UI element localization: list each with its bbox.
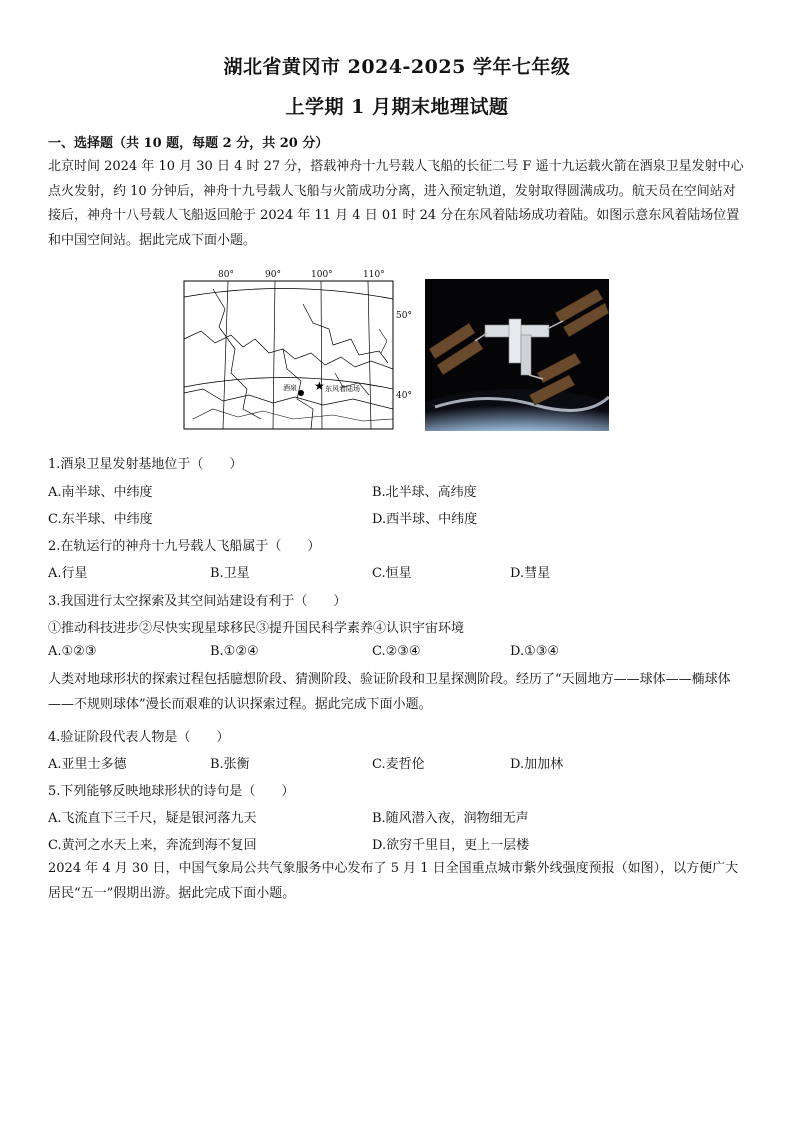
place-label-jiuquan: 酒泉: [283, 384, 297, 392]
option-2b: B.卫星: [210, 566, 250, 581]
map-lon-label: 100°: [311, 270, 333, 280]
passage-shenzhou: 北京时间 2024 年 10 月 30 日 4 时 27 分，搭载神舟十九号载人飞船的长征二号 F 遥十九运载火箭在酒泉卫星发射中心点火发射，约 10 分钟后，神舟十九号载人飞船与火箭成功分离，进入预定轨道，发射取得圆满成功。航天员在空间站对接后，神舟十八号载人飞船返回舱于 2024 年 11 月 4 日 01 时 24 分在东风着陆场成功着陆。如图示意东风着陆场位置和中国空间站。据此完成下面小题。: [48, 159, 744, 248]
question-3-statements: ①推动科技进步②尽快实现星球移民③提升国民科学素养④认识宇宙环境: [48, 621, 465, 636]
option-1a: A.南半球、中纬度: [48, 485, 153, 500]
question-4-stem: 4.验证阶段代表人物是（ ）: [48, 730, 230, 745]
exam-title-line2: 上学期 1 月期末地理试题: [285, 96, 509, 118]
passage-uv-forecast: 2024 年 4 月 30 日，中国气象局公共气象服务中心发布了 5 月 1 日全国重点城市紫外线强度预报（如图），以方便广大居民“五一”假期出游。据此完成下面小题。: [48, 861, 739, 901]
question-1-stem: 1.酒泉卫星发射基地位于（ ）: [48, 457, 243, 472]
option-5a: A.飞流直下三千尺，疑是银河落九天: [48, 811, 257, 826]
option-2c: C.恒星: [372, 566, 412, 581]
option-2d: D.彗星: [510, 566, 551, 581]
map-lon-label: 90°: [265, 270, 281, 280]
option-4c: C.麦哲伦: [372, 757, 425, 772]
option-3a: A.①②③: [48, 644, 97, 659]
exam-title-line1: 湖北省黄冈市 2024-2025 学年七年级: [223, 56, 571, 78]
option-5d: D.欲穷千里目，更上一层楼: [372, 838, 530, 853]
question-5-stem: 5.下列能够反映地球形状的诗句是（ ）: [48, 784, 295, 799]
map-lon-label: 110°: [363, 270, 385, 280]
place-label-dongfeng: 东风着陆场: [325, 385, 360, 393]
map-lon-label: 80°: [218, 270, 234, 280]
map-lat-label: 50°: [396, 311, 412, 321]
map-lat-label: 40°: [396, 391, 412, 401]
option-1b: B.北半球、高纬度: [372, 485, 477, 500]
option-3b: B.①②④: [210, 644, 259, 659]
star-icon: ★: [314, 379, 325, 393]
jiuquan-marker: [298, 390, 304, 396]
option-5c: C.黄河之水天上来，奔流到海不复回: [48, 838, 257, 853]
question-2-stem: 2.在轨运行的神舟十九号载人飞船属于（ ）: [48, 539, 321, 554]
option-4a: A.亚里士多德: [48, 757, 127, 772]
option-2a: A.行星: [48, 566, 88, 581]
question-3-stem: 3.我国进行太空探索及其空间站建设有利于（ ）: [48, 594, 347, 609]
option-1c: C.东半球、中纬度: [48, 512, 153, 527]
passage-earth-shape: 人类对地球形状的探索过程包括臆想阶段、猜测阶段、验证阶段和卫星探测阶段。经历了“天圆地方——球体——椭球体——不规则球体”漫长而艰难的认识探索过程。据此完成下面小题。: [48, 672, 731, 712]
landing-site-map: [183, 269, 398, 433]
option-3c: C.②③④: [372, 644, 421, 659]
space-station-photo: [425, 279, 609, 431]
section-heading: 一、选择题（共 10 题，每题 2 分，共 20 分）: [48, 136, 329, 151]
option-4d: D.加加林: [510, 757, 564, 772]
option-1d: D.西半球、中纬度: [372, 512, 478, 527]
option-5b: B.随风潜入夜，润物细无声: [372, 811, 529, 826]
option-4b: B.张衡: [210, 757, 250, 772]
option-3d: D.①③④: [510, 644, 560, 659]
